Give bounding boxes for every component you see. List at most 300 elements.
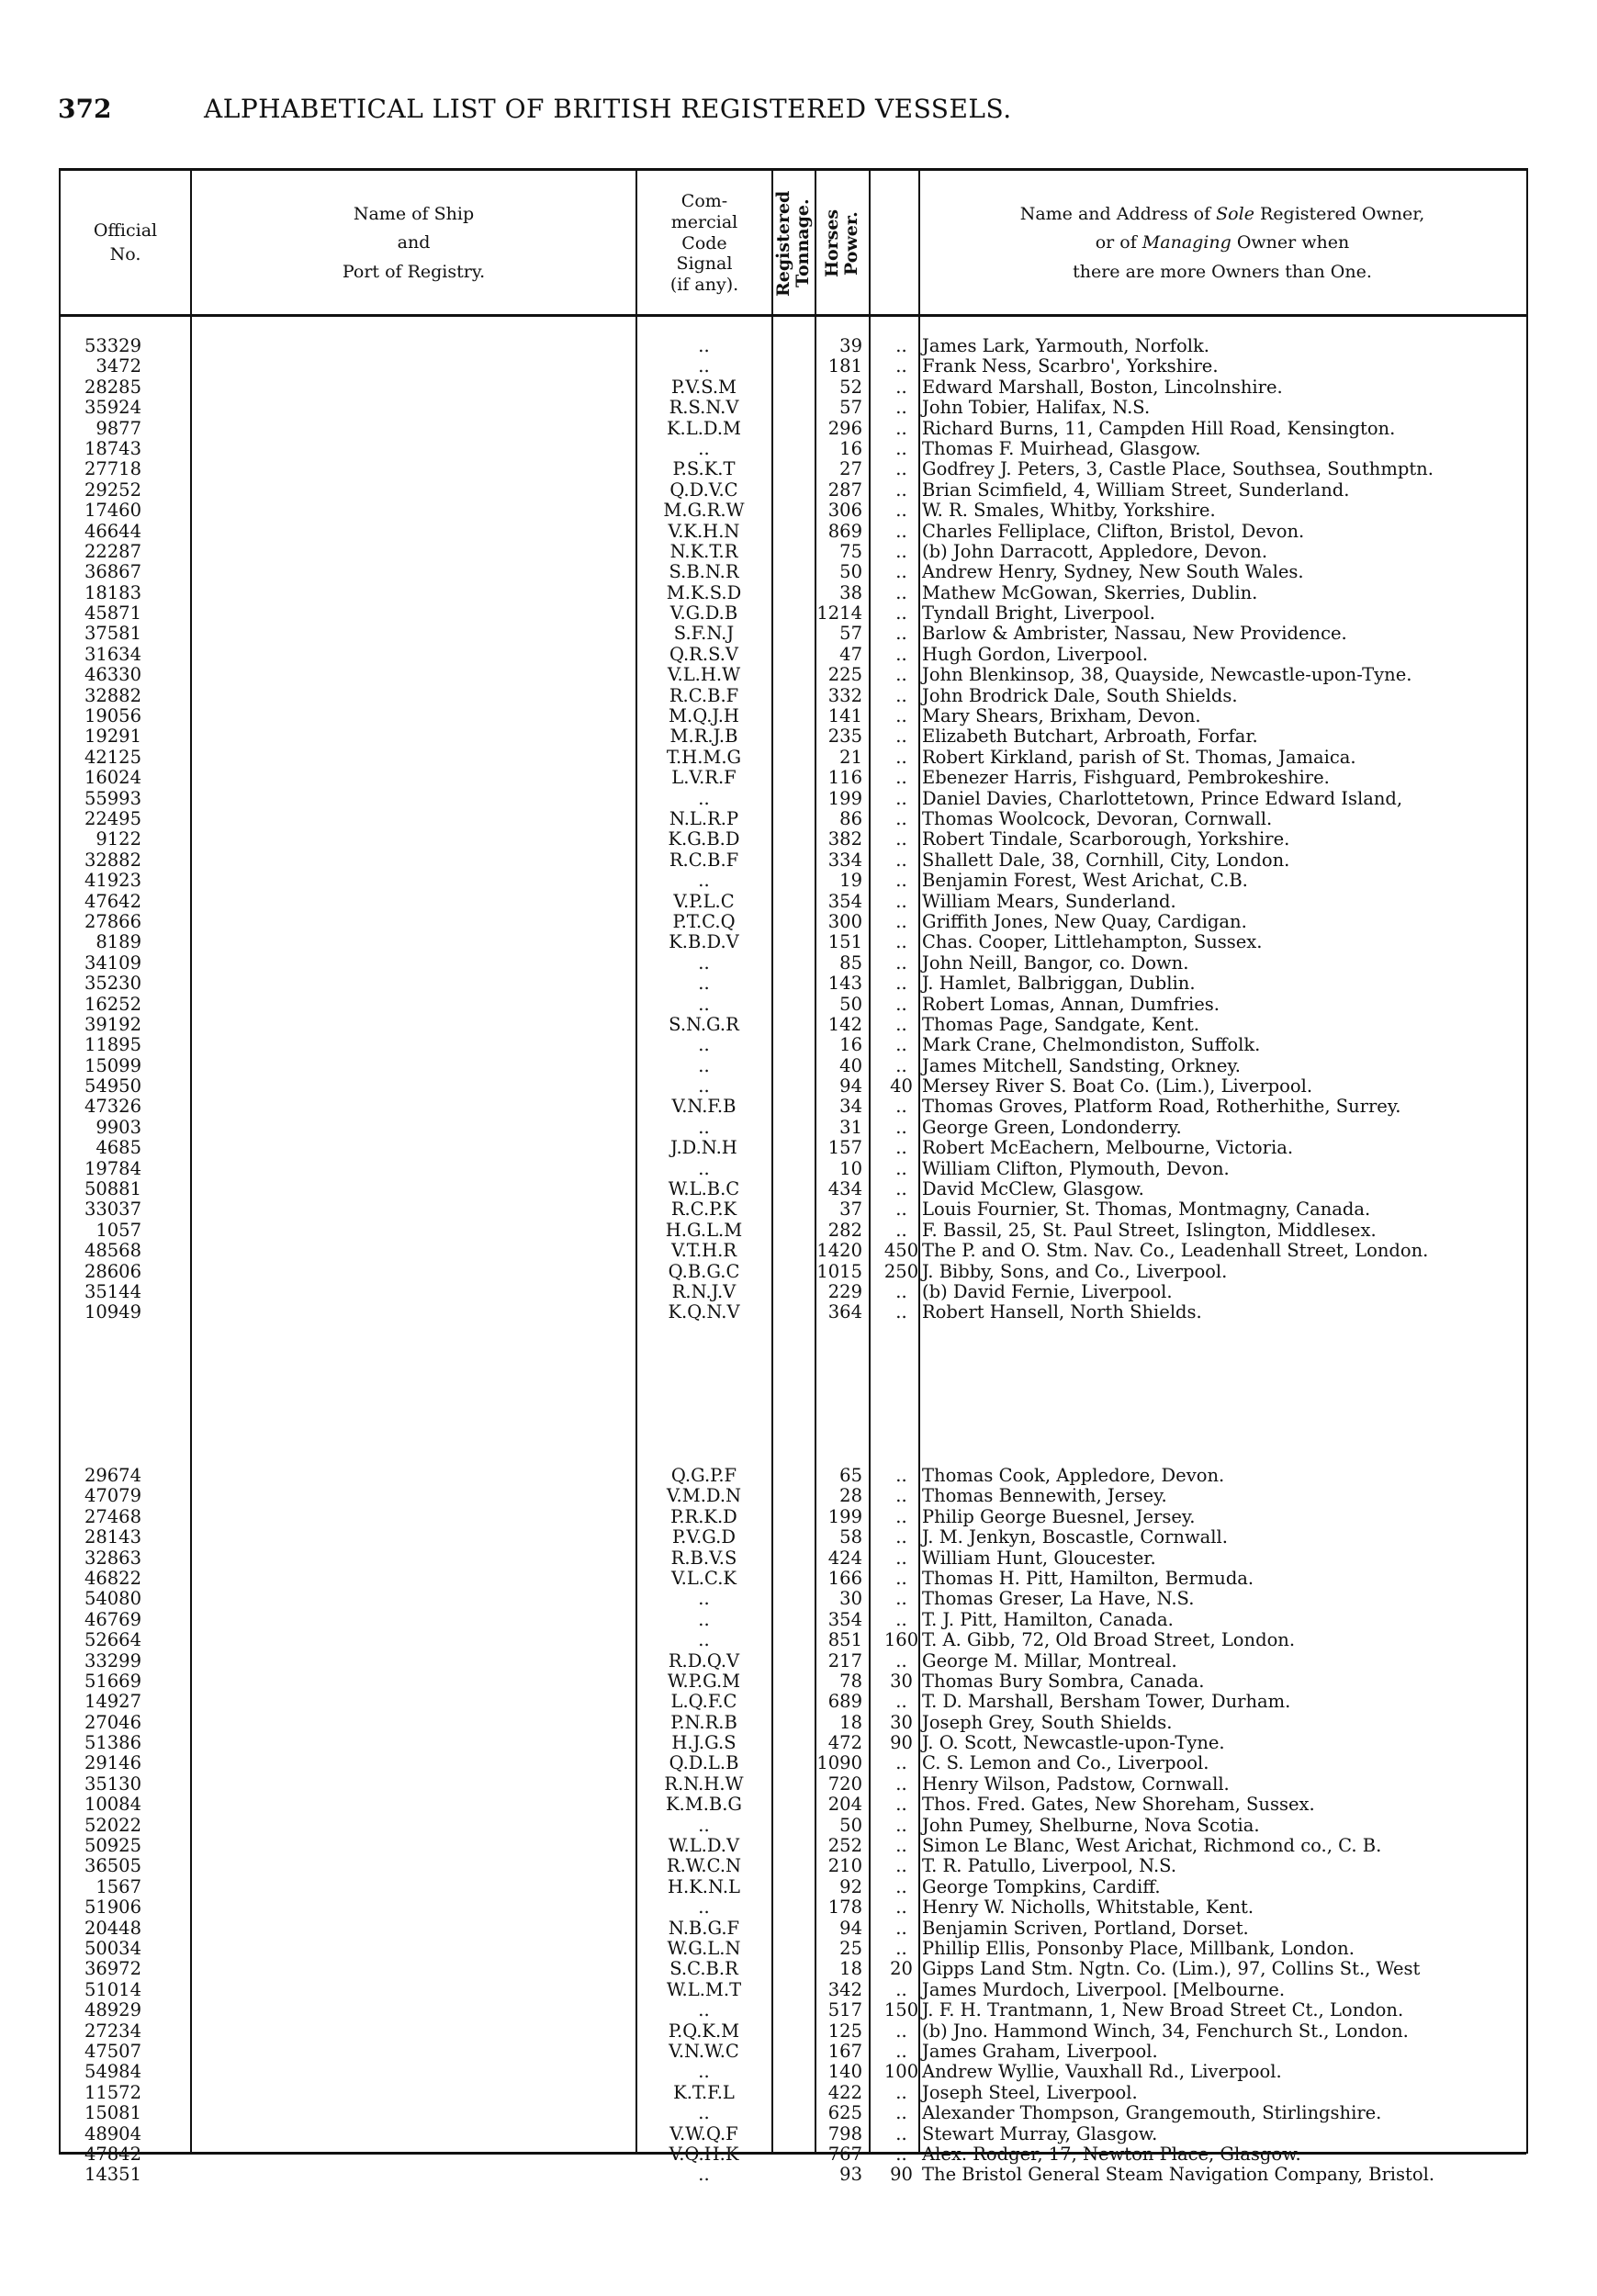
official-number: 51014	[84, 1978, 141, 2000]
table-row	[59, 2124, 1526, 2144]
owner-name-address: Robert Tindale, Scarborough, Yorkshire.	[922, 828, 1290, 850]
owner-name-address: Frank Ness, Scarbro', Yorkshire.	[922, 355, 1219, 377]
code-signal: J.D.N.H	[670, 1137, 737, 1159]
registered-tonnage: 287	[827, 478, 862, 501]
registered-tonnage: 85	[839, 951, 862, 974]
table-row	[59, 624, 1526, 644]
owner-name-address: T. R. Patullo, Liverpool, N.S.	[922, 1855, 1177, 1877]
table-row	[59, 1035, 1526, 1055]
horse-power: ..	[895, 1875, 907, 1897]
registered-tonnage: 58	[839, 1526, 862, 1548]
table-row	[59, 1466, 1526, 1486]
horse-power: 30	[890, 1670, 913, 1692]
official-number: 22495	[84, 807, 141, 829]
official-number: 16024	[84, 767, 141, 789]
code-signal: K.Q.N.V	[668, 1301, 740, 1323]
owner-name-address: Thomas Cook, Appledore, Devon.	[922, 1465, 1225, 1486]
official-number: 9877	[96, 417, 141, 439]
registered-tonnage: 1420	[816, 1240, 862, 1262]
code-signal: H.K.N.L	[668, 1875, 740, 1897]
table-row	[59, 665, 1526, 685]
registered-tonnage: 21	[839, 746, 862, 768]
official-number: 42125	[84, 746, 141, 768]
code-signal: V.L.C.K	[670, 1567, 737, 1589]
code-signal: V.K.H.N	[668, 520, 740, 542]
horse-power: ..	[895, 1752, 907, 1774]
official-number: 54984	[84, 2061, 141, 2083]
owner-name-address: Thomas Woolcock, Devoran, Cornwall.	[922, 807, 1273, 829]
official-number: 47642	[84, 890, 141, 912]
official-number: 45871	[84, 602, 141, 625]
vessel-list-section-t	[59, 1466, 1526, 2186]
registered-tonnage: 364	[827, 1301, 862, 1323]
official-number: 35924	[84, 397, 141, 419]
registered-tonnage: 78	[839, 1670, 862, 1692]
horse-power: ..	[895, 1773, 907, 1795]
registered-tonnage: 94	[839, 1917, 862, 1939]
code-signal: ..	[698, 335, 710, 356]
table-row	[59, 789, 1526, 809]
code-signal: S.F.N.J	[673, 623, 735, 645]
table-row	[59, 2083, 1526, 2103]
registered-tonnage: 93	[839, 2164, 862, 2186]
horse-power: ..	[895, 355, 907, 377]
registered-tonnage: 354	[827, 890, 862, 912]
code-signal: ..	[698, 951, 710, 974]
registered-tonnage: 434	[827, 1178, 862, 1200]
table-row	[59, 1507, 1526, 1527]
official-number: 47079	[84, 1485, 141, 1507]
table-row	[59, 1282, 1526, 1302]
horse-power: ..	[895, 1547, 907, 1569]
registered-tonnage: 798	[827, 2122, 862, 2144]
registered-tonnage: 166	[827, 1567, 862, 1589]
table-row	[59, 377, 1526, 398]
table-row	[59, 459, 1526, 479]
registered-tonnage: 342	[827, 1978, 862, 2000]
registered-tonnage: 625	[827, 2102, 862, 2124]
code-signal: Q.D.V.C	[669, 478, 738, 501]
owner-name-address: Joseph Grey, South Shields.	[922, 1711, 1173, 1733]
horse-power: ..	[895, 458, 907, 480]
official-number: 27718	[84, 458, 141, 480]
code-signal: R.C.B.F	[669, 684, 739, 706]
owner-name-address: Mary Shears, Brixham, Devon.	[922, 705, 1201, 727]
registered-tonnage: 235	[827, 726, 862, 748]
code-signal: W.L.M.T	[666, 1978, 742, 2000]
code-signal: W.P.G.M	[667, 1670, 741, 1692]
code-signal: ..	[698, 787, 710, 809]
owner-name-address: J. Hamlet, Balbriggan, Dublin.	[922, 973, 1196, 995]
owner-name-address: David McClew, Glasgow.	[922, 1178, 1144, 1200]
owner-name-address: John Brodrick Dale, South Shields.	[922, 684, 1238, 706]
table-row	[59, 706, 1526, 726]
owner-name-address: (b) John Darracott, Appledore, Devon.	[922, 540, 1268, 562]
official-number: 51669	[84, 1670, 141, 1692]
official-number: 14927	[84, 1691, 141, 1713]
horse-power: ..	[895, 1054, 907, 1076]
horse-power: ..	[895, 951, 907, 974]
official-number: 54080	[84, 1588, 141, 1610]
table-row	[59, 1262, 1526, 1282]
registered-tonnage: 869	[827, 520, 862, 542]
table-row	[59, 1199, 1526, 1220]
horse-power: ..	[895, 623, 907, 645]
horse-power: ..	[895, 931, 907, 953]
code-signal: S.N.G.R	[669, 1013, 739, 1035]
registered-tonnage: 720	[827, 1773, 862, 1795]
official-number: 51906	[84, 1896, 141, 1919]
official-number: 46644	[84, 520, 141, 542]
code-signal: ..	[698, 1999, 710, 2021]
code-signal: P.T.C.Q	[672, 910, 736, 932]
horse-power: ..	[895, 2040, 907, 2062]
table-row	[59, 829, 1526, 850]
table-row	[59, 1610, 1526, 1630]
horse-power: ..	[895, 1937, 907, 1959]
registered-tonnage: 27	[839, 458, 862, 480]
official-number: 27468	[84, 1505, 141, 1527]
owner-name-address: T. A. Gibb, 72, Old Broad Street, London.	[922, 1629, 1296, 1651]
table-row	[59, 809, 1526, 829]
code-signal: ..	[698, 1034, 710, 1056]
horse-power: ..	[895, 849, 907, 871]
table-row	[59, 1097, 1526, 1117]
horse-power: ..	[895, 2122, 907, 2144]
registered-tonnage: 217	[827, 1649, 862, 1671]
official-number: 35144	[84, 1280, 141, 1302]
official-number: 28285	[84, 376, 141, 398]
horse-power: ..	[895, 1157, 907, 1179]
header-code-signal: Com- mercial Code Signal (if any).	[669, 191, 739, 296]
code-signal: N.L.R.P	[669, 807, 739, 829]
registered-tonnage: 19	[839, 870, 862, 892]
table-row	[59, 542, 1526, 562]
registered-tonnage: 143	[827, 973, 862, 995]
registered-tonnage: 75	[839, 540, 862, 562]
horse-power: ..	[895, 561, 907, 583]
horse-power: ..	[895, 1219, 907, 1241]
horse-power: ..	[895, 2143, 907, 2165]
table-row	[59, 726, 1526, 747]
horse-power: 90	[890, 1732, 913, 1754]
horse-power: ..	[895, 664, 907, 686]
owner-name-address: J. F. H. Trantmann, 1, New Broad Street Ct., London.	[922, 1999, 1404, 2021]
official-number: 17460	[84, 500, 141, 522]
registered-tonnage: 252	[827, 1835, 862, 1857]
code-signal: H.G.L.M	[665, 1219, 743, 1241]
code-signal: K.B.D.V	[669, 931, 739, 953]
horse-power: ..	[895, 1526, 907, 1548]
owner-name-address: Chas. Cooper, Littlehampton, Sussex.	[922, 931, 1263, 953]
code-signal: M.Q.J.H	[669, 705, 739, 727]
horse-power: ..	[895, 870, 907, 892]
header-horse-power: Horses Power.	[821, 208, 861, 278]
table-row	[59, 1713, 1526, 1733]
horse-power: ..	[895, 787, 907, 809]
official-number: 19056	[84, 705, 141, 727]
owner-name-address: Gipps Land Stm. Ngtn. Co. (Lim.), 97, Collins St., West	[922, 1958, 1421, 1980]
owner-name-address: Daniel Davies, Charlottetown, Prince Edward Island,	[922, 787, 1403, 809]
registered-tonnage: 57	[839, 397, 862, 419]
table-row	[59, 1959, 1526, 1979]
horse-power: ..	[895, 1116, 907, 1138]
table-row	[59, 850, 1526, 871]
owner-name-address: (b) David Fernie, Liverpool.	[922, 1280, 1173, 1302]
registered-tonnage: 282	[827, 1219, 862, 1241]
horse-power: ..	[895, 746, 907, 768]
table-row	[59, 398, 1526, 418]
registered-tonnage: 140	[827, 2061, 862, 2083]
code-signal: ..	[698, 437, 710, 459]
official-number: 36505	[84, 1855, 141, 1877]
table-row	[59, 2103, 1526, 2123]
owner-name-address: J. Bibby, Sons, and Co., Liverpool.	[922, 1260, 1228, 1282]
table-row	[59, 1774, 1526, 1795]
code-signal: K.M.B.G	[665, 1794, 743, 1816]
table-row	[59, 1527, 1526, 1548]
owner-name-address: T. J. Pitt, Hamilton, Canada.	[922, 1608, 1174, 1630]
owner-name-address: Ebenezer Harris, Fishguard, Pembrokeshire.	[922, 767, 1330, 789]
table-row	[59, 336, 1526, 356]
owner-name-address: Mark Crane, Chelmondiston, Suffolk.	[922, 1034, 1261, 1056]
code-signal: P.V.G.D	[672, 1526, 736, 1548]
registered-tonnage: 52	[839, 376, 862, 398]
official-number: 54950	[84, 1075, 141, 1097]
code-signal: V.P.L.C	[673, 890, 735, 912]
registered-tonnage: 37	[839, 1199, 862, 1221]
owner-name-address: Joseph Steel, Liverpool.	[922, 2081, 1138, 2103]
official-number: 11572	[84, 2081, 141, 2103]
code-signal: M.G.R.W	[663, 500, 745, 522]
table-row	[59, 974, 1526, 994]
code-signal: V.T.H.R	[670, 1240, 737, 1262]
official-number: 3472	[96, 355, 141, 377]
registered-tonnage: 472	[827, 1732, 862, 1754]
horse-power: ..	[895, 1137, 907, 1159]
registered-tonnage: 141	[827, 705, 862, 727]
official-number: 29674	[84, 1465, 141, 1486]
code-signal: V.G.D.B	[669, 602, 738, 625]
official-number: 10084	[84, 1794, 141, 1816]
registered-tonnage: 50	[839, 561, 862, 583]
table-row	[59, 2042, 1526, 2062]
official-number: 28606	[84, 1260, 141, 1282]
registered-tonnage: 334	[827, 849, 862, 871]
code-signal: P.Q.K.M	[668, 2020, 740, 2042]
table-row	[59, 1076, 1526, 1097]
owner-name-address: Philip George Buesnel, Jersey.	[922, 1505, 1196, 1527]
header-tonnage: Registered Tonnage.	[772, 190, 813, 297]
owner-name-address: Thomas Groves, Platform Road, Rotherhithe, Surrey.	[922, 1096, 1401, 1118]
code-signal: ..	[698, 993, 710, 1015]
code-signal: K.L.D.M	[666, 417, 742, 439]
owner-name-address: Shallett Dale, 38, Cornhill, City, London.	[922, 849, 1290, 871]
code-signal: N.B.G.F	[668, 1917, 740, 1939]
horse-power: ..	[895, 1691, 907, 1713]
table-row	[59, 1836, 1526, 1856]
official-number: 29146	[84, 1752, 141, 1774]
owner-name-address: Mathew McGowan, Skerries, Dublin.	[922, 581, 1258, 603]
owner-name-address: Tyndall Bright, Liverpool.	[922, 602, 1155, 625]
table-row	[59, 953, 1526, 974]
official-number: 8189	[96, 931, 141, 953]
official-number: 50034	[84, 1937, 141, 1959]
horse-power: ..	[895, 540, 907, 562]
code-signal: S.C.B.R	[669, 1958, 738, 1980]
registered-tonnage: 306	[827, 500, 862, 522]
code-signal: ..	[698, 1629, 710, 1651]
registered-tonnage: 25	[839, 1937, 862, 1959]
table-row	[59, 2165, 1526, 2185]
owner-name-address: George M. Millar, Montreal.	[922, 1649, 1177, 1671]
owner-name-address: Henry Wilson, Padstow, Cornwall.	[922, 1773, 1230, 1795]
registered-tonnage: 47	[839, 643, 862, 665]
horse-power: ..	[895, 376, 907, 398]
registered-tonnage: 92	[839, 1875, 862, 1897]
official-number: 37581	[84, 623, 141, 645]
owner-name-address: Robert Hansell, North Shields.	[922, 1301, 1202, 1323]
table-row	[59, 871, 1526, 891]
horse-power: ..	[895, 397, 907, 419]
owner-name-address: Thomas Greser, La Have, N.S.	[922, 1588, 1195, 1610]
official-number: 31634	[84, 643, 141, 665]
horse-power: ..	[895, 910, 907, 932]
table-row	[59, 645, 1526, 665]
horse-power: ..	[895, 767, 907, 789]
registered-tonnage: 18	[839, 1958, 862, 1980]
official-number: 47326	[84, 1096, 141, 1118]
horse-power: ..	[895, 2102, 907, 2124]
owner-name-address: William Mears, Sunderland.	[922, 890, 1176, 912]
horse-power: ..	[895, 1896, 907, 1919]
owner-name-address: Robert Lomas, Annan, Dumfries.	[922, 993, 1220, 1015]
official-number: 16252	[84, 993, 141, 1015]
official-number: 1057	[96, 1219, 141, 1241]
registered-tonnage: 40	[839, 1054, 862, 1076]
horse-power: ..	[895, 1178, 907, 1200]
official-number: 48929	[84, 1999, 141, 2021]
official-number: 35230	[84, 973, 141, 995]
owner-name-address: George Green, Londonderry.	[922, 1116, 1182, 1138]
owner-name-address: Stewart Murray, Glasgow.	[922, 2122, 1158, 2144]
registered-tonnage: 65	[839, 1465, 862, 1486]
table-row	[59, 1897, 1526, 1918]
page-title: ALPHABETICAL LIST OF BRITISH REGISTERED VESSELS.	[204, 94, 1012, 124]
registered-tonnage: 181	[827, 355, 862, 377]
registered-tonnage: 424	[827, 1547, 862, 1569]
official-number: 32882	[84, 684, 141, 706]
official-number: 55993	[84, 787, 141, 809]
table-row	[59, 768, 1526, 788]
header-ship-name: Name of Ship and Port of Registry.	[342, 203, 486, 282]
table-row	[59, 1056, 1526, 1076]
horse-power: ..	[895, 973, 907, 995]
code-signal: V.N.F.B	[671, 1096, 737, 1118]
table-row	[59, 522, 1526, 542]
horse-power: ..	[895, 478, 907, 501]
registered-tonnage: 767	[827, 2143, 862, 2165]
owner-name-address: Alex. Rodger, 17, Newton Place, Glasgow.	[922, 2143, 1301, 2165]
registered-tonnage: 354	[827, 1608, 862, 1630]
registered-tonnage: 332	[827, 684, 862, 706]
table-row	[59, 2021, 1526, 2042]
code-signal: L.V.R.F	[671, 767, 737, 789]
official-number: 15099	[84, 1054, 141, 1076]
table-row	[59, 1179, 1526, 1199]
registered-tonnage: 38	[839, 581, 862, 603]
table-row	[59, 892, 1526, 912]
horse-power: ..	[895, 335, 907, 356]
table-row	[59, 2062, 1526, 2082]
horse-power: ..	[895, 1485, 907, 1507]
registered-tonnage: 30	[839, 1588, 862, 1610]
registered-tonnage: 1090	[816, 1752, 862, 1774]
horse-power: ..	[895, 602, 907, 625]
registered-tonnage: 125	[827, 2020, 862, 2042]
owner-name-address: Edward Marshall, Boston, Lincolnshire.	[922, 376, 1283, 398]
official-number: 47842	[84, 2143, 141, 2165]
horse-power: ..	[895, 643, 907, 665]
horse-power: ..	[895, 500, 907, 522]
owner-name-address: Louis Fournier, St. Thomas, Montmagny, Canada.	[922, 1199, 1371, 1221]
registered-tonnage: 296	[827, 417, 862, 439]
horse-power: 40	[890, 1075, 913, 1097]
official-number: 36867	[84, 561, 141, 583]
registered-tonnage: 229	[827, 1280, 862, 1302]
table-row	[59, 1856, 1526, 1876]
official-number: 35130	[84, 1773, 141, 1795]
horse-power: 150	[883, 1999, 919, 2021]
code-signal: L.Q.F.C	[670, 1691, 737, 1713]
code-signal: Q.D.L.B	[669, 1752, 739, 1774]
horse-power: ..	[895, 1649, 907, 1671]
horse-power: ..	[895, 2020, 907, 2042]
owner-name-address: James Mitchell, Sandsting, Orkney.	[922, 1054, 1242, 1076]
horse-power: ..	[895, 1034, 907, 1056]
table-row	[59, 1753, 1526, 1773]
owner-name-address: T. D. Marshall, Bersham Tower, Durham.	[922, 1691, 1291, 1713]
official-number: 19784	[84, 1157, 141, 1179]
code-signal: Q.R.S.V	[669, 643, 739, 665]
horse-power: ..	[895, 890, 907, 912]
code-signal: P.S.K.T	[672, 458, 736, 480]
official-number: 39192	[84, 1013, 141, 1035]
owner-name-address: Benjamin Forest, West Arichat, C.B.	[922, 870, 1248, 892]
horse-power: 20	[890, 1958, 913, 1980]
owner-name-address: James Graham, Liverpool.	[922, 2040, 1158, 2062]
horse-power: ..	[895, 993, 907, 1015]
official-number: 19291	[84, 726, 141, 748]
owner-name-address: C. S. Lemon and Co., Liverpool.	[922, 1752, 1209, 1774]
registered-tonnage: 10	[839, 1157, 862, 1179]
horse-power: ..	[895, 1301, 907, 1323]
table-row	[59, 1795, 1526, 1815]
official-number: 15081	[84, 2102, 141, 2124]
registered-tonnage: 50	[839, 1814, 862, 1836]
header-official-no: Official No.	[93, 220, 158, 264]
registered-tonnage: 94	[839, 1075, 862, 1097]
table-row	[59, 2000, 1526, 2020]
code-signal: ..	[698, 1075, 710, 1097]
table-row	[59, 583, 1526, 603]
owner-name-address: Hugh Gordon, Liverpool.	[922, 643, 1149, 665]
registered-tonnage: 116	[827, 767, 862, 789]
owner-name-address: (b) Jno. Hammond Winch, 34, Fenchurch St., London.	[922, 2020, 1409, 2042]
horse-power: ..	[895, 1855, 907, 1877]
official-number: 32863	[84, 1547, 141, 1569]
registered-tonnage: 178	[827, 1896, 862, 1919]
